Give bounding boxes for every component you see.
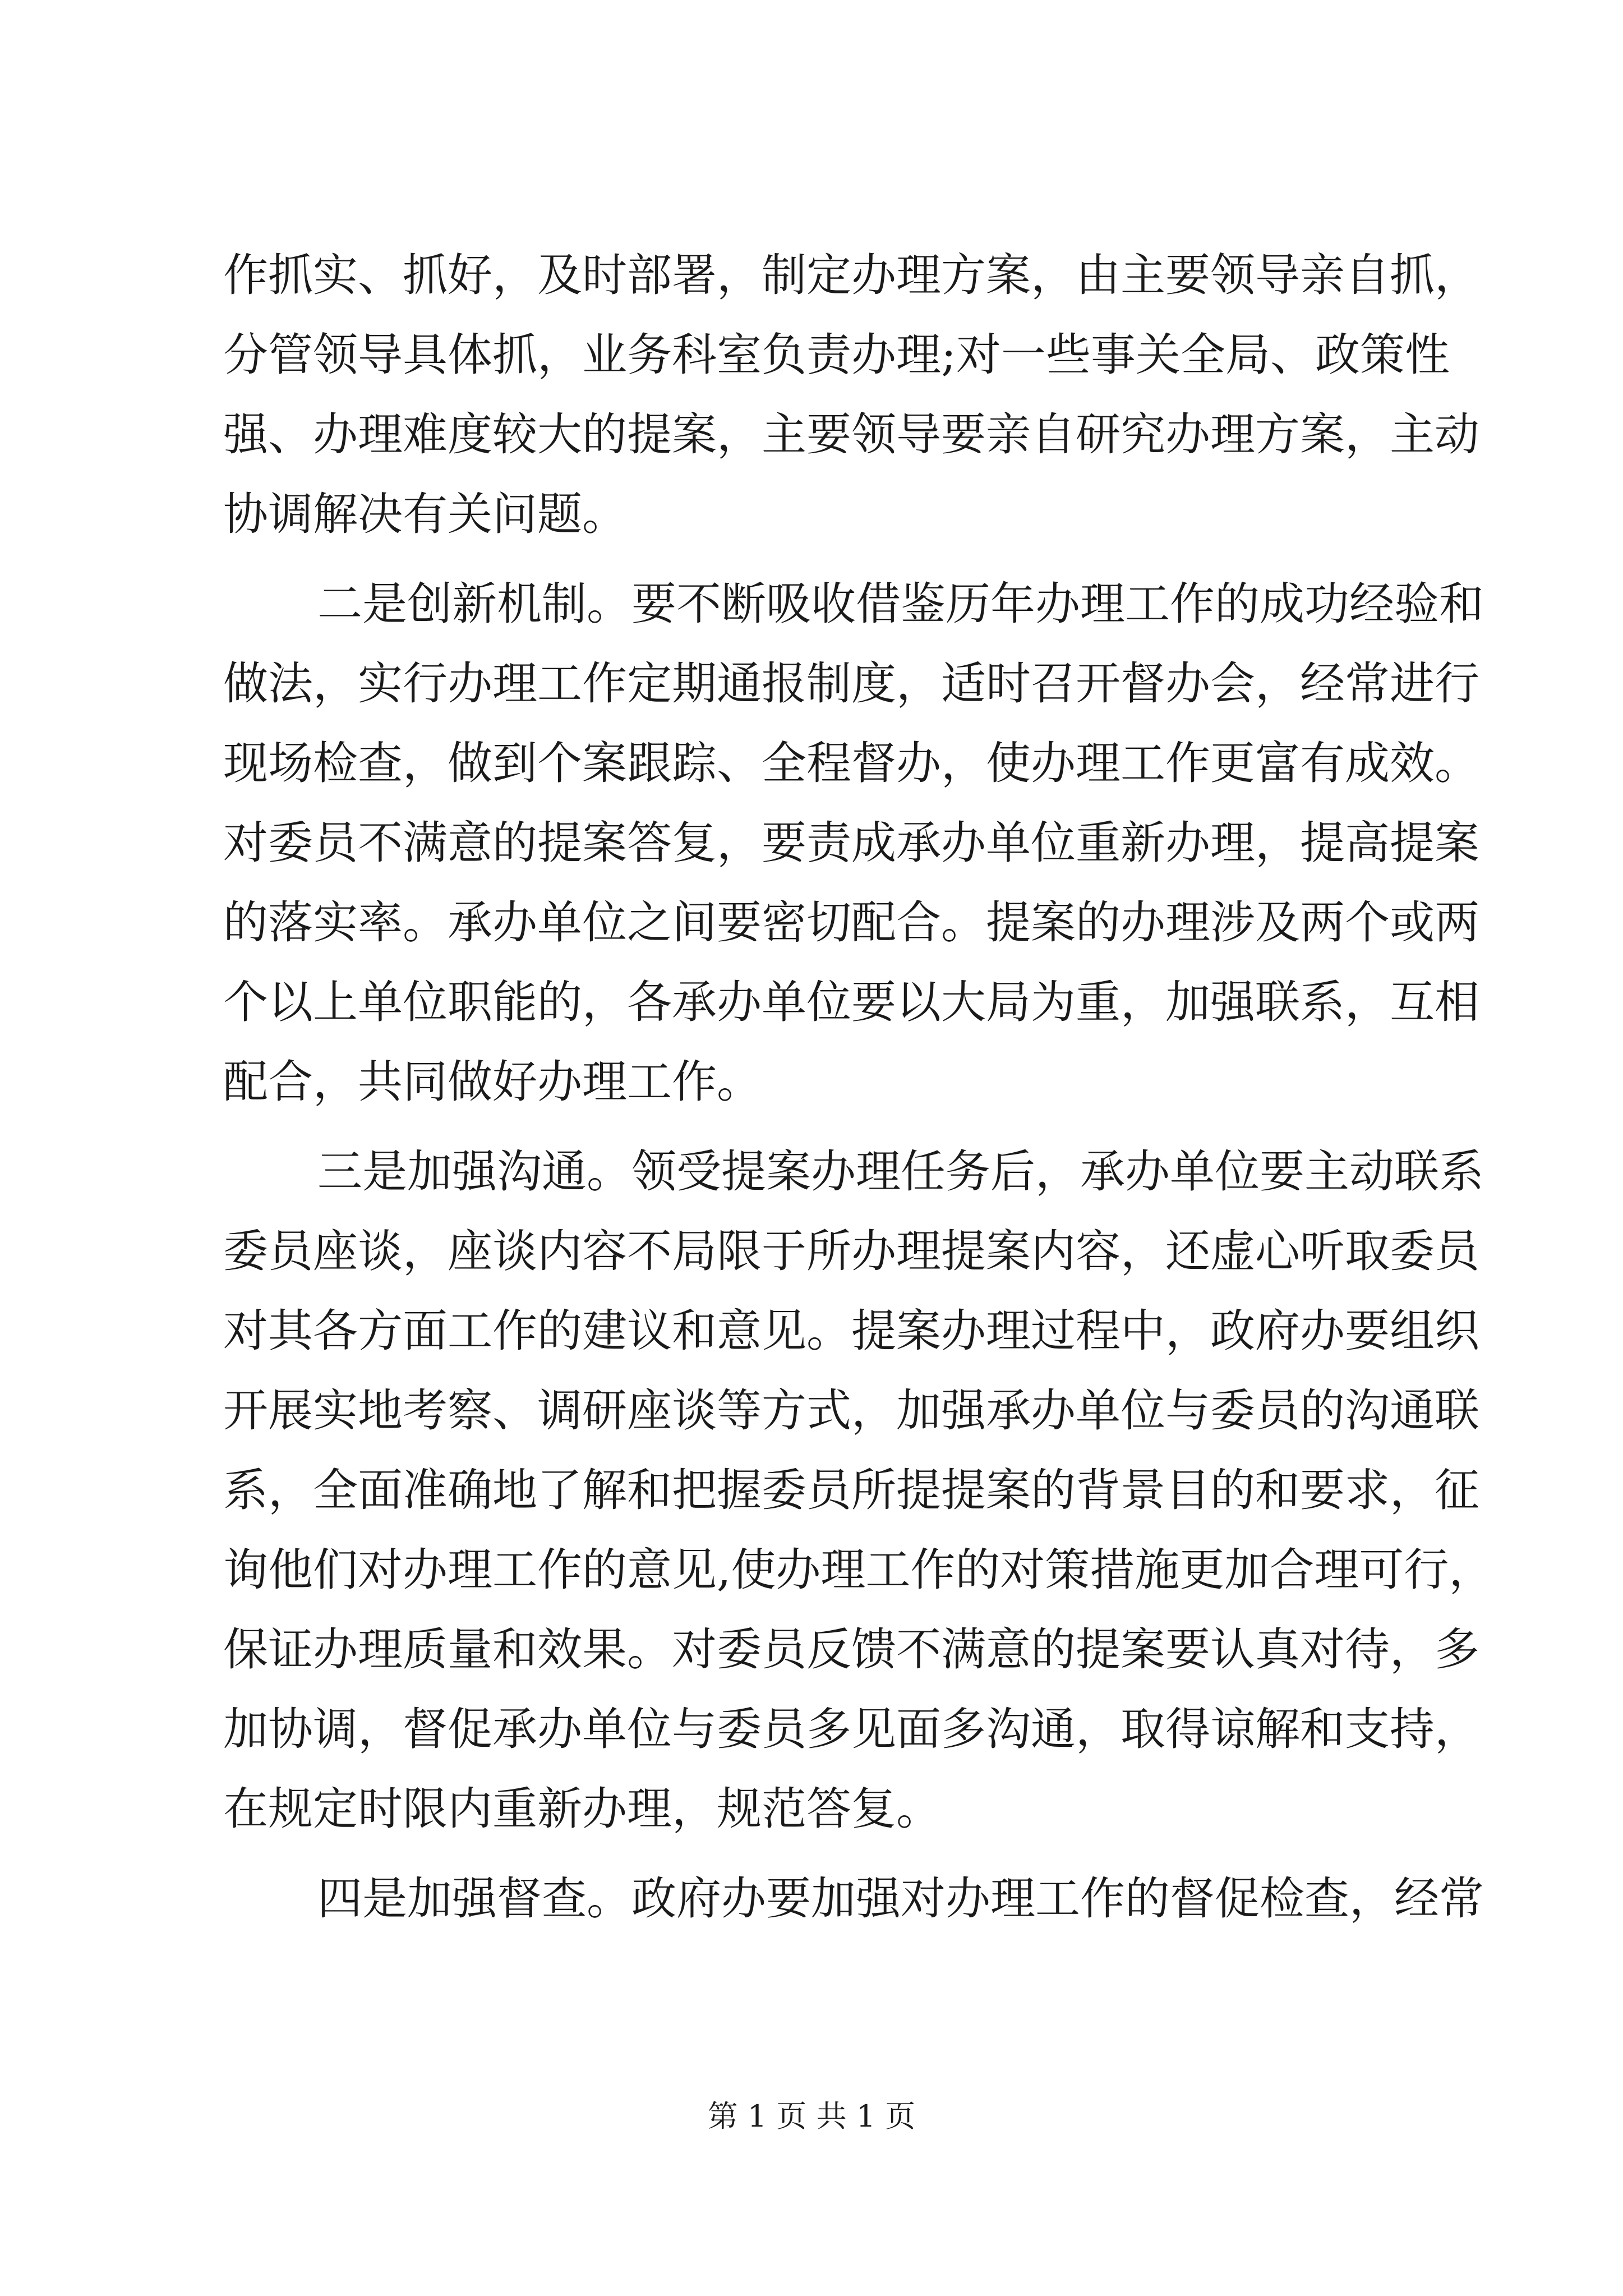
text-line: 在规定时限内重新办理，规范答复。 xyxy=(223,1783,941,1835)
text-line: 保证办理质量和效果。对委员反馈不满意的提案要认真对待，多 xyxy=(223,1623,1479,1676)
page-number-label: 第 1 页 共 1 页 xyxy=(707,2099,916,2134)
text-line: 强、办理难度较大的提案，主要领导要亲自研究办理方案，主动 xyxy=(223,408,1479,461)
text-line: 的落实率。承办单位之间要密切配合。提案的办理涉及两个或两 xyxy=(223,896,1479,949)
paragraph xyxy=(223,1132,1494,1849)
document-body xyxy=(223,236,1494,1939)
text-line: 二是创新机制。要不断吸收借鉴历年办理工作的成功经验和 xyxy=(317,578,1484,630)
text-line: 协调解决有关问题。 xyxy=(223,488,627,540)
paragraph xyxy=(223,236,1479,554)
text-line: 对其各方面工作的建议和意见。提案办理过程中，政府办要组织 xyxy=(223,1305,1479,1357)
text-line: 系，全面准确地了解和把握委员所提提案的背景目的和要求，征 xyxy=(223,1464,1479,1516)
text-line: 个以上单位职能的，各承办单位要以大局为重，加强联系，互相 xyxy=(223,976,1479,1028)
text-line: 三是加强沟通。领受提案办理任务后，承办单位要主动联系 xyxy=(317,1145,1484,1198)
text-line: 加协调，督促承办单位与委员多见面多沟通，取得谅解和支持， xyxy=(223,1703,1479,1755)
page-footer xyxy=(0,2097,1623,2136)
text-line: 配合，共同做好办理工作。 xyxy=(223,1056,762,1108)
text-line: 作抓实、抓好，及时部署，制定办理方案，由主要领导亲自抓， xyxy=(223,249,1479,301)
text-line: 委员座谈，座谈内容不局限于所办理提案内容，还虚心听取委员 xyxy=(223,1225,1479,1277)
text-line: 对委员不满意的提案答复，要责成承办单位重新办理，提高提案 xyxy=(223,817,1479,869)
text-line: 现场检查，做到个案跟踪、全程督办，使办理工作更富有成效。 xyxy=(223,737,1479,789)
paragraph xyxy=(223,564,1484,1122)
paragraph xyxy=(223,1859,1484,1939)
text-line: 做法，实行办理工作定期通报制度，适时召开督办会，经常进行 xyxy=(223,657,1479,710)
text-line: 询他们对办理工作的意见,使办理工作的对策措施更加合理可行， xyxy=(223,1544,1494,1596)
text-line: 四是加强督查。政府办要加强对办理工作的督促检查，经常 xyxy=(317,1872,1484,1925)
text-line: 分管领导具体抓，业务科室负责办理;对一些事关全局、政策性 xyxy=(223,329,1450,381)
text-line: 开展实地考察、调研座谈等方式，加强承办单位与委员的沟通联 xyxy=(223,1384,1479,1437)
